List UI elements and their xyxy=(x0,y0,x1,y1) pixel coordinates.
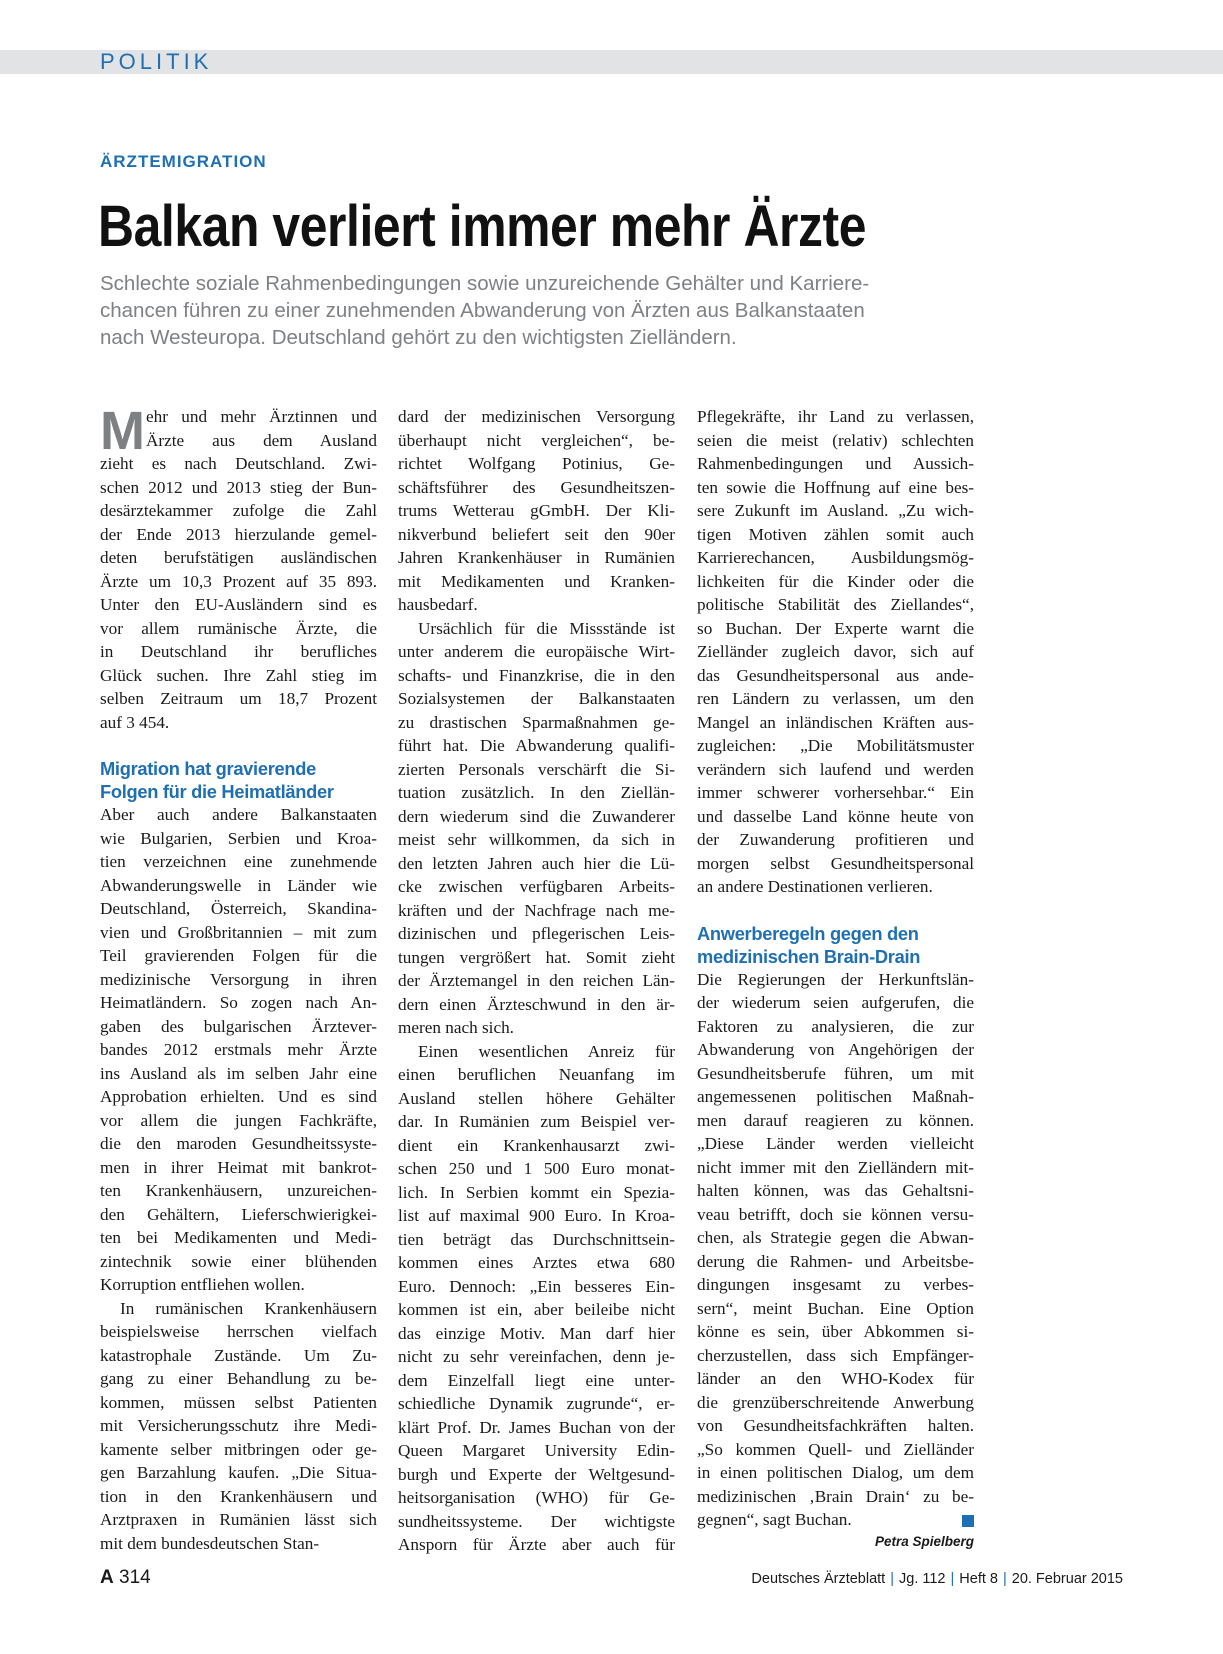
text-line: Unter den EU-Ausländern sind es xyxy=(100,595,377,614)
text-line: lichkeiten für die Kinder oder die xyxy=(697,571,974,591)
text-line: kommen ist ein, aber beileibe nicht xyxy=(398,1300,675,1319)
text-line: einen beruflichen Neuanfang im xyxy=(398,1065,675,1084)
text-line: könne es sein, über Abkommen si- xyxy=(697,1322,974,1341)
divider: | xyxy=(1002,1571,1007,1587)
text-line: selben Zeitraum um 18,7 Prozent xyxy=(100,689,377,708)
journal-date: 20. Februar 2015 xyxy=(1011,1571,1123,1587)
text-line: men in ihrer Heimat mit bankrot- xyxy=(100,1157,377,1177)
text-line: Ärzte um 10,3 Prozent auf 35 893. xyxy=(100,571,377,591)
page-prefix: A xyxy=(100,1567,114,1588)
text-column-1 xyxy=(100,401,377,1555)
text-line: von Gesundheitsfachkräften halten. xyxy=(697,1416,974,1435)
subheading-line: Migration hat gravierende xyxy=(100,758,316,779)
text-line: führt hat. Die Abwanderung qualifi- xyxy=(398,736,675,755)
text-line: Abwanderungswelle in Länder wie xyxy=(100,875,377,895)
text-line: Rahmenbedingungen und Aussich- xyxy=(697,454,974,473)
text-line: unter anderem die europäische Wirt- xyxy=(398,642,675,661)
text-line: vien und Großbritannien – mit zum xyxy=(100,922,377,942)
text-line: meren nach sich. xyxy=(398,1018,514,1037)
text-line: dern wiederum sind die Zuwanderer xyxy=(398,806,675,826)
lead-line: nach Westeuropa. Deutschland gehört zu den wichtigsten Zielländern. xyxy=(100,326,737,349)
text-line: mit dem bundesdeutschen Stan- xyxy=(100,1533,320,1553)
divider: | xyxy=(890,1571,894,1587)
text-line: mit Versicherungsschutz ihre Medi- xyxy=(100,1416,377,1435)
text-line: der Ärztemangel in den reichen Län- xyxy=(398,971,675,990)
paragraph xyxy=(100,1297,377,1556)
text-line: hausbedarf. xyxy=(398,595,478,614)
text-line: an andere Destinationen verlieren. xyxy=(697,877,933,896)
text-line: Ärzte aus dem Ausland xyxy=(146,430,377,450)
subheading-line: medizinischen Brain-Drain xyxy=(697,945,921,967)
text-line: gegnen“, sagt Buchan. xyxy=(697,1510,852,1529)
text-line: medizinischen ‚Brain Drain‘ zu be- xyxy=(697,1486,974,1506)
text-line: angemessenen politischen Maßnah- xyxy=(697,1087,974,1106)
text-line: schafts- und Finanzkrise, die in den xyxy=(398,665,675,685)
subheading-line: Folgen für die Heimatländer xyxy=(100,781,334,802)
text-line: Glück suchen. Ihre Zahl stieg im xyxy=(100,665,377,685)
text-line: dingungen insgesamt zu verbes- xyxy=(697,1275,974,1294)
text-line: sundheitssysteme. Der wichtigste xyxy=(398,1511,675,1531)
author-byline: Petra Spielberg xyxy=(874,1533,974,1549)
text-line: list auf maximal 900 Euro. In Kroa- xyxy=(398,1206,675,1225)
text-line: tungen vergrößert hat. Somit zieht xyxy=(398,947,675,967)
text-line: chen, als Strategie gegen die Abwan- xyxy=(697,1228,974,1247)
text-line: schäftsführer des Gesundheitszen- xyxy=(398,477,675,497)
text-line: cke zwischen verfügbaren Arbeits- xyxy=(398,877,675,896)
end-mark-icon xyxy=(962,1515,974,1527)
journal-name: Deutsches Ärzteblatt xyxy=(751,1571,886,1587)
text-line: dizinischen und pflegerischen Leis- xyxy=(398,924,675,943)
text-line: ten Krankenhäusern, unzureichen- xyxy=(100,1181,377,1200)
text-line: ten bei Medikamenten und Medi- xyxy=(100,1228,377,1247)
text-line: Die Regierungen der Herkunftslän- xyxy=(697,969,974,989)
text-line: kommen eines Arztes etwa 680 xyxy=(398,1253,675,1272)
text-line: seien die meist (relativ) schlechten xyxy=(697,430,974,450)
text-line: dar. In Rumänien zum Beispiel ver- xyxy=(398,1112,675,1131)
text-line: Karrierechancen, Ausbildungsmög- xyxy=(697,548,974,567)
text-line: zierten Personals verschärft die Si- xyxy=(398,759,675,779)
text-line: wie Bulgarien, Serbien und Kroa- xyxy=(100,828,377,848)
text-line: länder an den WHO-Kodex für xyxy=(697,1369,974,1388)
paragraph xyxy=(398,405,675,617)
text-line: morgen selbst Gesundheitspersonal xyxy=(697,853,974,873)
lead-line: chancen führen zu einer zunehmenden Abwanderung von Ärzten aus Balkanstaaten xyxy=(100,299,865,322)
text-line: mit Medikamenten und Kranken- xyxy=(398,571,675,591)
text-line: der wiederum seien aufgerufen, die xyxy=(697,993,974,1012)
text-line: vor allem die jungen Fachkräfte, xyxy=(100,1110,377,1130)
paragraph xyxy=(697,405,974,899)
text-line: halten können, was das Gehaltsni- xyxy=(697,1181,974,1200)
text-line: Zielländer zugleich davor, sich auf xyxy=(697,642,974,661)
text-line: dem Einzelfall liegt eine unter- xyxy=(398,1370,675,1390)
text-line: der Zuwanderung profitieren und xyxy=(697,830,974,849)
text-line: „Diese Länder werden vielleicht xyxy=(697,1134,974,1153)
text-line: ehr und mehr Ärztinnen und xyxy=(146,407,377,426)
text-line: deten berufstätigen ausländischen xyxy=(100,548,377,567)
text-line: verändern sich laufend und werden xyxy=(697,759,974,779)
text-line: dern einen Ärzteschwund in den är- xyxy=(398,994,675,1014)
text-line: „So kommen Quell- und Zielländer xyxy=(697,1439,974,1459)
text-line: gen Barzahlung kaufen. „Die Situa- xyxy=(100,1463,377,1482)
text-line: Ursächlich für die Missstände ist xyxy=(418,618,675,638)
text-line: burgh und Experte der Weltgesund- xyxy=(398,1464,675,1484)
text-line: tigen Motiven zählen somit auch xyxy=(697,524,974,544)
text-line: tion in den Krankenhäusern und xyxy=(100,1486,377,1506)
text-line: Faktoren zu analysieren, die zur xyxy=(697,1016,974,1036)
text-line: Euro. Dennoch: „Ein besseres Ein- xyxy=(398,1276,675,1296)
text-line: zieht es nach Deutschland. Zwi- xyxy=(100,454,377,473)
text-line: tuation zusätzlich. In den Ziellän- xyxy=(398,783,675,802)
page-number xyxy=(100,1567,151,1589)
text-line: in Deutschland ihr berufliches xyxy=(100,642,377,661)
subheading-migration xyxy=(100,757,377,803)
text-line: die grenzüberschreitende Anwerbung xyxy=(697,1392,974,1412)
text-line: bandes 2012 erstmals mehr Ärzte xyxy=(100,1040,377,1059)
text-line: überhaupt nicht vergleichen“, be- xyxy=(398,430,675,450)
text-line: Abwanderung von Angehörigen der xyxy=(697,1040,974,1059)
subheading-line: Anwerberegeln gegen den xyxy=(697,922,919,944)
text-line: gang zu einer Behandlung zu be- xyxy=(100,1369,377,1388)
text-line: zu drastischen Sparmaßnahmen ge- xyxy=(398,712,675,732)
journal-volume: Jg. 112 xyxy=(899,1571,946,1587)
text-line: beispielsweise herrschen vielfach xyxy=(100,1322,377,1341)
text-line: das Gesundheitspersonal aus ande- xyxy=(697,665,974,685)
drop-cap: M xyxy=(100,401,145,461)
text-line: Sozialsystemen der Balkanstaaten xyxy=(398,689,675,708)
text-line: veau betrifft, doch sie können versu- xyxy=(697,1204,974,1224)
text-line: Queen Margaret University Edin- xyxy=(398,1441,675,1460)
text-line: nikverbund beliefert seit den 90er xyxy=(398,524,675,544)
text-line: so Buchan. Der Experte warnt die xyxy=(697,618,974,638)
text-line: ins Ausland als im selben Jahr eine xyxy=(100,1063,377,1083)
paragraph-final xyxy=(697,968,974,1532)
text-line: schiedliche Dynamik zugrunde“, er- xyxy=(398,1394,675,1413)
text-line: und dasselbe Land könne heute von xyxy=(697,806,974,826)
text-line: cherzustellen, dass sich Empfänger- xyxy=(697,1345,974,1365)
text-line: lich. In Serbien kommt ein Spezia- xyxy=(398,1182,675,1202)
text-line: vor allem rumänische Ärzte, die xyxy=(100,618,377,638)
text-line: immer schwerer vorhersehbar.“ Ein xyxy=(697,783,974,802)
text-line: zintechnik sowie einer blühenden xyxy=(100,1251,377,1271)
text-line: politische Stabilität des Ziellandes“, xyxy=(697,595,974,614)
text-line: zugleichen: „Die Mobilitätsmuster xyxy=(697,736,974,755)
text-line: kräften und der Nachfrage nach me- xyxy=(398,900,675,920)
text-line: Ausland stellen höhere Gehälter xyxy=(398,1088,675,1108)
text-line: ten sowie die Hoffnung auf eine bes- xyxy=(697,477,974,497)
text-line: derung die Rahmen- und Arbeitsbe- xyxy=(697,1251,974,1271)
text-line: nicht immer mit den Zielländern mit- xyxy=(697,1157,974,1177)
text-line: dient ein Krankenhausarzt zwi- xyxy=(398,1135,675,1155)
text-line: Ansporn für Ärzte aber auch für xyxy=(398,1535,675,1554)
paragraph xyxy=(398,1040,675,1557)
text-line: auf 3 454. xyxy=(100,712,170,732)
text-line: Deutschland, Österreich, Skandina- xyxy=(100,899,377,918)
text-line: gaben des bulgarischen Ärztever- xyxy=(100,1016,377,1036)
text-line: desärztekammer zufolge die Zahl xyxy=(100,501,377,520)
article-kicker: ÄRZTEMIGRATION xyxy=(100,152,267,171)
text-line: Approbation erhielten. Und es sind xyxy=(100,1087,377,1106)
text-line: kommen, müssen selbst Patienten xyxy=(100,1392,377,1412)
text-line: sern“, meint Buchan. Eine Option xyxy=(697,1298,974,1318)
paragraph xyxy=(100,803,377,1297)
text-line: nicht zu sehr vereinfachen, denn je- xyxy=(398,1347,675,1366)
text-line: richtet Wolfgang Potinius, Ge- xyxy=(398,454,675,473)
text-line: schen 250 und 1 500 Euro monat- xyxy=(398,1159,675,1178)
text-line: heitsorganisation (WHO) für Ge- xyxy=(398,1488,675,1507)
text-line: klärt Prof. Dr. James Buchan von der xyxy=(398,1417,675,1437)
text-column-3 xyxy=(697,405,974,1549)
text-line: Einen wesentlichen Anreiz für xyxy=(418,1041,675,1061)
text-line: den letzten Jahren auch hier die Lü- xyxy=(398,853,675,873)
text-column-2 xyxy=(398,405,675,1557)
paragraph xyxy=(697,968,974,1532)
text-line: tien beträgt das Durchschnittsein- xyxy=(398,1229,675,1249)
text-line: kamente selber mitbringen oder ge- xyxy=(100,1439,377,1459)
divider: | xyxy=(950,1571,955,1587)
text-line: Korruption entfliehen wollen. xyxy=(100,1275,305,1294)
text-line: die den maroden Gesundheitssyste- xyxy=(100,1134,377,1153)
text-line: der Ende 2013 hierzulande gemel- xyxy=(100,524,377,544)
text-line: medizinische Versorgung in ihren xyxy=(100,969,377,989)
text-line: Pflegekräfte, ihr Land zu verlassen, xyxy=(697,407,974,426)
text-line: meist sehr willkommen, da sich in xyxy=(398,830,675,849)
paragraph xyxy=(398,617,675,1040)
page-number-value: 314 xyxy=(119,1567,151,1588)
text-line: In rumänischen Krankenhäusern xyxy=(120,1298,377,1318)
text-line: sere Zukunft im Ausland. „Zu wich- xyxy=(697,501,974,520)
text-line: das einzige Motiv. Man darf hier xyxy=(398,1323,675,1343)
footer-citation xyxy=(751,1571,1123,1587)
section-label: POLITIK xyxy=(100,49,213,74)
text-line: ren Ländern zu verlassen, um den xyxy=(697,689,974,708)
text-line: katastrophale Zustände. Um Zu- xyxy=(100,1345,377,1365)
article-lead xyxy=(100,270,980,351)
text-line: in einen politischen Dialog, um dem xyxy=(697,1463,974,1482)
text-line: schen 2012 und 2013 stieg der Bun- xyxy=(100,477,377,497)
text-line: Mangel an inländischen Kräften aus- xyxy=(697,712,974,732)
subheading-anwerbe xyxy=(697,922,974,968)
text-line: Gesundheitsberufe führen, um mit xyxy=(697,1063,974,1083)
text-line: dard der medizinischen Versorgung xyxy=(398,407,675,426)
text-line: den Gehältern, Lieferschwierigkei- xyxy=(100,1204,377,1224)
text-line: Teil gravierenden Folgen für die xyxy=(100,946,377,965)
text-line: men darauf reagieren zu können. xyxy=(697,1110,974,1130)
text-line: tien verzeichnen eine zunehmende xyxy=(100,852,377,871)
text-line: Heimatländern. So zogen nach An- xyxy=(100,993,377,1012)
journal-issue: Heft 8 xyxy=(959,1571,998,1587)
article-title: Balkan verliert immer mehr Ärzte xyxy=(98,194,867,259)
text-line: Aber auch andere Balkanstaaten xyxy=(100,805,377,824)
lead-line: Schlechte soziale Rahmenbedingungen sowie unzureichende Gehälter und Karriere- xyxy=(100,272,870,295)
text-line: trums Wetterau gGmbH. Der Kli- xyxy=(398,501,675,520)
text-line: Jahren Krankenhäuser in Rumänien xyxy=(398,548,675,567)
text-line: Arztpraxen in Rumänien lässt sich xyxy=(100,1510,377,1529)
